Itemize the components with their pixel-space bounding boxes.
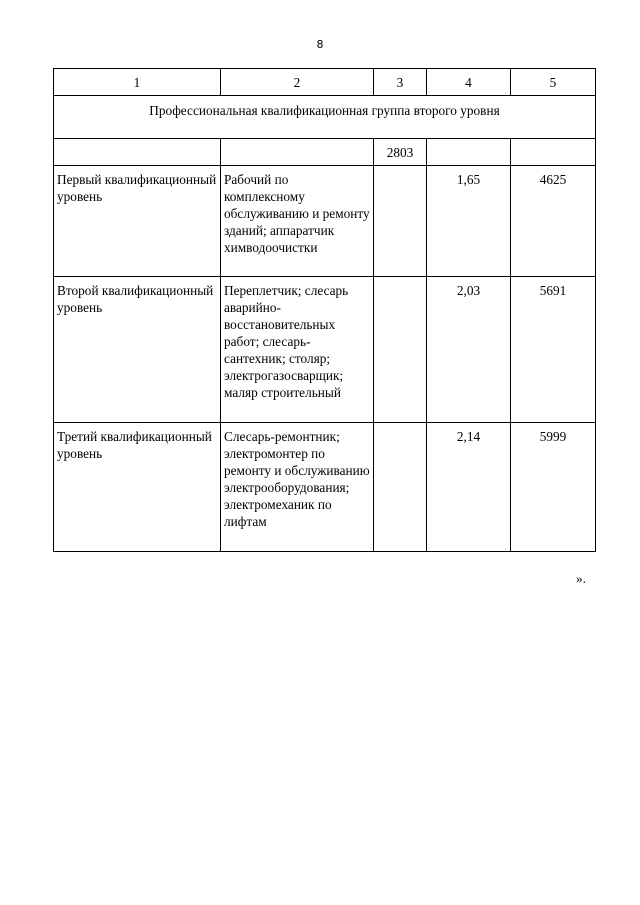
closing-quote-mark: ». [576, 571, 586, 586]
coefficient-cell: 2,14 [427, 423, 511, 552]
coefficient-cell: 1,65 [427, 166, 511, 277]
group-code-row [54, 139, 596, 166]
code-row-empty-1 [54, 139, 221, 166]
table-row [54, 423, 596, 552]
group-code: 2803 [374, 139, 427, 166]
code-row-empty-4 [427, 139, 511, 166]
header-cell-2: 2 [221, 69, 374, 96]
amount-cell: 4625 [511, 166, 596, 277]
code-cell [374, 277, 427, 423]
positions-cell: Переплетчик; слесарь аварийно-восстановительных работ; слесарь-сантехник; столяр; электрогазосварщик; маляр строительный [221, 277, 374, 423]
level-cell: Второй квалификационный уровень [54, 277, 221, 423]
code-cell [374, 166, 427, 277]
header-cell-1: 1 [54, 69, 221, 96]
table-row [54, 166, 596, 277]
header-cell-3: 3 [374, 69, 427, 96]
code-cell [374, 423, 427, 552]
code-row-empty-2 [221, 139, 374, 166]
header-cell-5: 5 [511, 69, 596, 96]
level-cell: Первый квалификационный уровень [54, 166, 221, 277]
header-row [54, 69, 596, 96]
header-cell-4: 4 [427, 69, 511, 96]
code-row-empty-5 [511, 139, 596, 166]
qualification-table [53, 68, 596, 552]
table-row [54, 277, 596, 423]
coefficient-cell: 2,03 [427, 277, 511, 423]
group-title: Профессиональная квалификационная группа второго уровня [54, 96, 596, 139]
group-title-row [54, 96, 596, 139]
page-number: 8 [316, 38, 324, 51]
level-cell: Третий квалификационный уровень [54, 423, 221, 552]
amount-cell: 5691 [511, 277, 596, 423]
positions-cell: Слесарь-ремонтник; электромонтер по ремонту и обслуживанию электрооборудования; электромеханик по лифтам [221, 423, 374, 552]
positions-cell: Рабочий по комплексному обслуживанию и ремонту зданий; аппаратчик химводоочистки [221, 166, 374, 277]
amount-cell: 5999 [511, 423, 596, 552]
